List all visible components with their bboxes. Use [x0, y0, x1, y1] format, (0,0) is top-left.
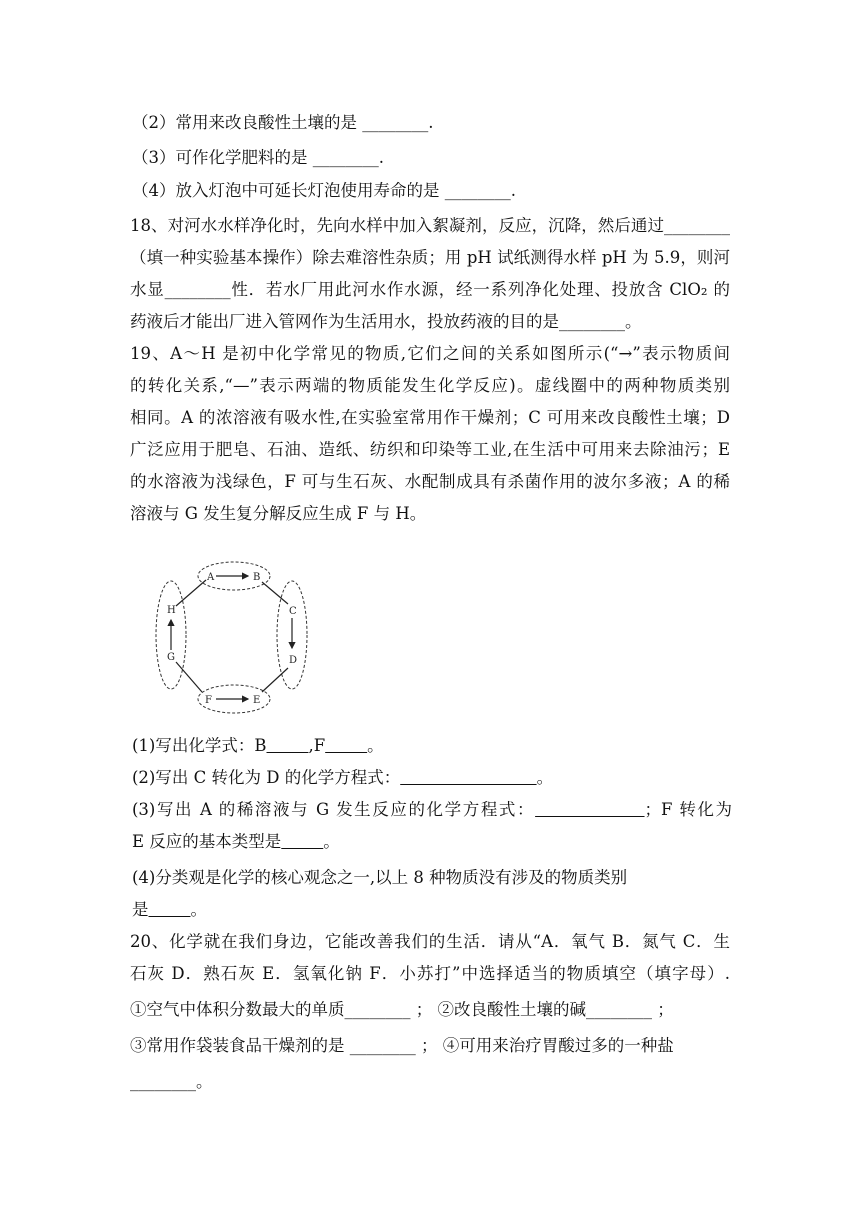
- node-f: F: [205, 695, 212, 706]
- q17-line-3: （3）可作化学肥料的是 ________.: [132, 148, 384, 167]
- q20-line-2: 石灰 D．熟石灰 E．氢氧化钠 F．小苏打”中选择适当的物质填空（填字母）.: [130, 964, 730, 983]
- q19-part-1: (1)写出化学式：B ,F 。: [132, 736, 384, 755]
- q18-line-2: （填一种实验基本操作）除去难溶性杂质；用 pH 试纸测得水样 pH 为 5.9，则河: [130, 248, 730, 267]
- q19-line-3: 相同。A 的浓溶液有吸水性,在实验室常用作干燥剂；C 可用来改良酸性土壤；D: [130, 408, 730, 427]
- q20-line-5: ________。: [130, 1072, 213, 1091]
- answer-blank-reaction-type: [281, 832, 323, 851]
- q18-line-3: 水显________性．若水厂用此河水作水源，经一系列净化处理、投放含 ClO₂ 的: [130, 280, 730, 299]
- substance-relationship-diagram: [150, 556, 320, 718]
- answer-blank-c-to-d-equation: [400, 768, 536, 787]
- q19-line-6: 溶液与 G 发生复分解反应生成 F 与 H。: [130, 504, 427, 523]
- q20-line-3: ①空气中体积分数最大的单质________ ； ②改良酸性土壤的碱________ ；: [130, 1000, 674, 1019]
- node-b: B: [253, 572, 261, 583]
- q19-part-3: (3)写出 A 的稀溶液与 G 发生反应的化学方程式： ；F 转化为: [132, 800, 733, 819]
- q19-part-4: (4)分类观是化学的核心观念之一,以上 8 种物质没有涉及的物质类别: [132, 868, 628, 887]
- q19-line-2: 的转化关系,“—”表示两端的物质能发生化学反应)。虚线圈中的两种物质类别: [130, 376, 730, 395]
- q19-part-4-cont: 是 。: [132, 900, 207, 919]
- node-d: D: [289, 655, 298, 666]
- q20-line-1: 20、化学就在我们身边，它能改善我们的生活．请从“A．氧气 B．氮气 C．生: [130, 932, 730, 951]
- node-e: E: [253, 695, 261, 706]
- q19-line-4: 广泛应用于肥皂、石油、造纸、纺织和印染等工业,在生活中可用来去除油污；E: [130, 440, 730, 459]
- node-a: A: [207, 572, 215, 583]
- answer-blank-a-g-equation: [535, 800, 644, 819]
- answer-blank-category: [149, 900, 191, 919]
- q17-line-4: （4）放入灯泡中可延长灯泡使用寿命的是 ________.: [132, 181, 516, 200]
- q17-line-2: （2）常用来改良酸性土壤的是 ________.: [132, 113, 434, 132]
- q18-line-1: 18、对河水水样净化时，先向水样中加入絮凝剂，反应，沉降，然后通过________: [130, 216, 730, 235]
- q19-part-3-cont: E 反应的基本类型是 。: [132, 832, 340, 851]
- q19-line-1: 19、A～H 是初中化学常见的物质,它们之间的关系如图所示(“→”表示物质间: [130, 344, 730, 363]
- q19-part-2: (2)写出 C 转化为 D 的化学方程式： 。: [132, 768, 554, 787]
- q20-line-4: ③常用作袋装食品干燥剂的是 ________ ； ④可用来治疗胃酸过多的一种盐: [130, 1036, 674, 1055]
- answer-blank-f: [325, 736, 367, 755]
- node-g: G: [167, 652, 175, 663]
- node-h: H: [167, 605, 176, 616]
- node-c: C: [289, 606, 297, 617]
- q18-line-4: 药液后才能出厂进入管网作为生活用水，投放药液的目的是________。: [130, 312, 642, 331]
- link-b-c: [262, 582, 288, 604]
- answer-blank-b: [267, 736, 309, 755]
- q19-line-5: 的水溶液为浅绿色，F 可与生石灰、水配制成具有杀菌作用的波尔多液；A 的稀: [130, 472, 730, 491]
